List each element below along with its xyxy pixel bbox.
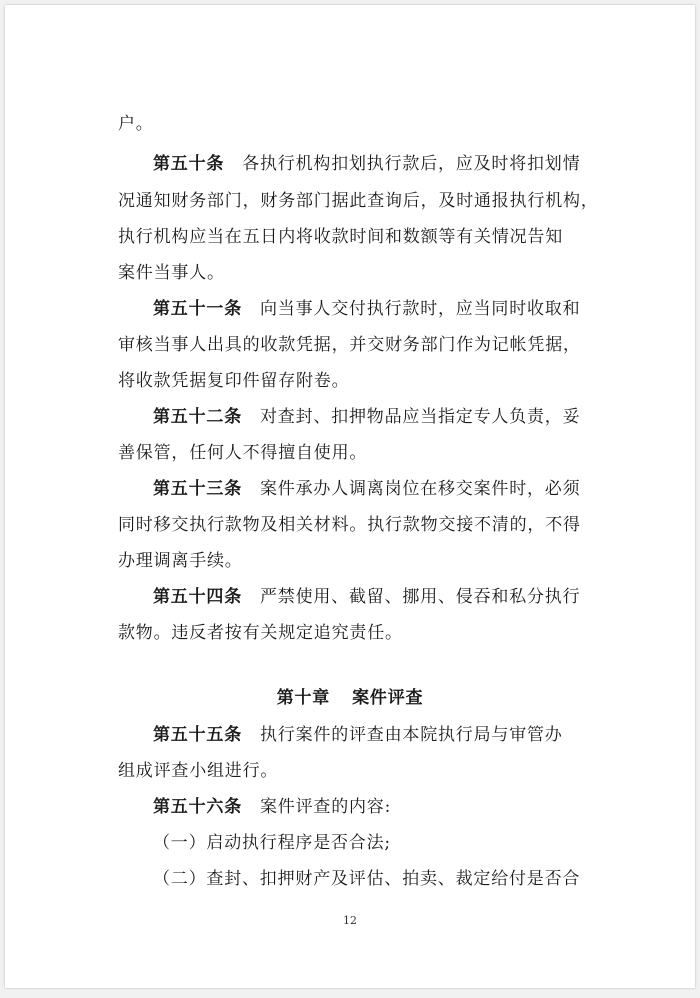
- article-51-line-1: [153, 296, 588, 322]
- article-53-label: 第五十三条: [153, 479, 242, 499]
- chapter-heading: [5, 685, 695, 711]
- page-number: 12: [343, 914, 357, 927]
- article-54-text: 严禁使用、截留、挪用、侵吞和私分执行: [260, 587, 581, 607]
- article-55-label: 第五十五条: [153, 725, 242, 745]
- article-53-text: 案件承办人调离岗位在移交案件时，必须: [260, 479, 581, 499]
- article-50-line-4: 案件当事人。: [118, 263, 225, 283]
- chapter-title: 案件评查: [352, 688, 424, 708]
- article-52-line-1: [153, 404, 588, 430]
- article-56-item-1: （一）启动执行程序是否合法;: [153, 833, 391, 853]
- document-page: [5, 5, 695, 988]
- article-50-text: 各执行机构扣划执行款后，应及时将扣划情: [242, 154, 581, 174]
- article-54-label: 第五十四条: [153, 587, 242, 607]
- article-52-label: 第五十二条: [153, 407, 242, 427]
- article-52-text: 对查封、扣押物品应当指定专人负责，妥: [260, 407, 581, 427]
- article-56-text: 案件评查的内容:: [260, 797, 392, 817]
- article-51-line-2: 审核当事人出具的收款凭据，并交财务部门作为记帐凭据，: [118, 335, 581, 355]
- article-53-line-1: [153, 476, 588, 502]
- article-51-text: 向当事人交付执行款时，应当同时收取和: [260, 299, 581, 319]
- article-56-item-2: （二）查封、扣押财产及评估、拍卖、裁定给付是否合: [153, 869, 581, 889]
- article-54-line-1: [153, 584, 588, 610]
- article-53-line-3: 办理调离手续。: [118, 551, 243, 571]
- continuation-line: 户。: [118, 114, 154, 134]
- article-51-line-3: 将收款凭据复印件留存附卷。: [118, 371, 350, 391]
- article-50-line-3: 执行机构应当在五日内将收款时间和数额等有关情况告知: [118, 227, 563, 247]
- article-52-line-2: 善保管，任何人不得擅自使用。: [118, 443, 368, 463]
- article-54-line-2: 款物。违反者按有关规定追究责任。: [118, 623, 403, 643]
- chapter-number: 第十章: [276, 688, 331, 708]
- article-50-label: 第五十条: [153, 154, 225, 174]
- article-53-line-2: 同时移交执行款物及相关材料。执行款物交接不清的，不得: [118, 515, 581, 535]
- article-56-label: 第五十六条: [153, 797, 242, 817]
- article-50-line-1: [153, 151, 588, 177]
- article-55-line-1: [153, 722, 588, 748]
- article-50-line-2: 况通知财务部门，财务部门据此查询后，及时通报执行机构，: [118, 191, 599, 211]
- article-55-line-2: 组成评查小组进行。: [118, 761, 279, 781]
- article-56-line-1: [153, 794, 588, 820]
- article-51-label: 第五十一条: [153, 299, 242, 319]
- article-55-text: 执行案件的评查由本院执行局与审管办: [260, 725, 563, 745]
